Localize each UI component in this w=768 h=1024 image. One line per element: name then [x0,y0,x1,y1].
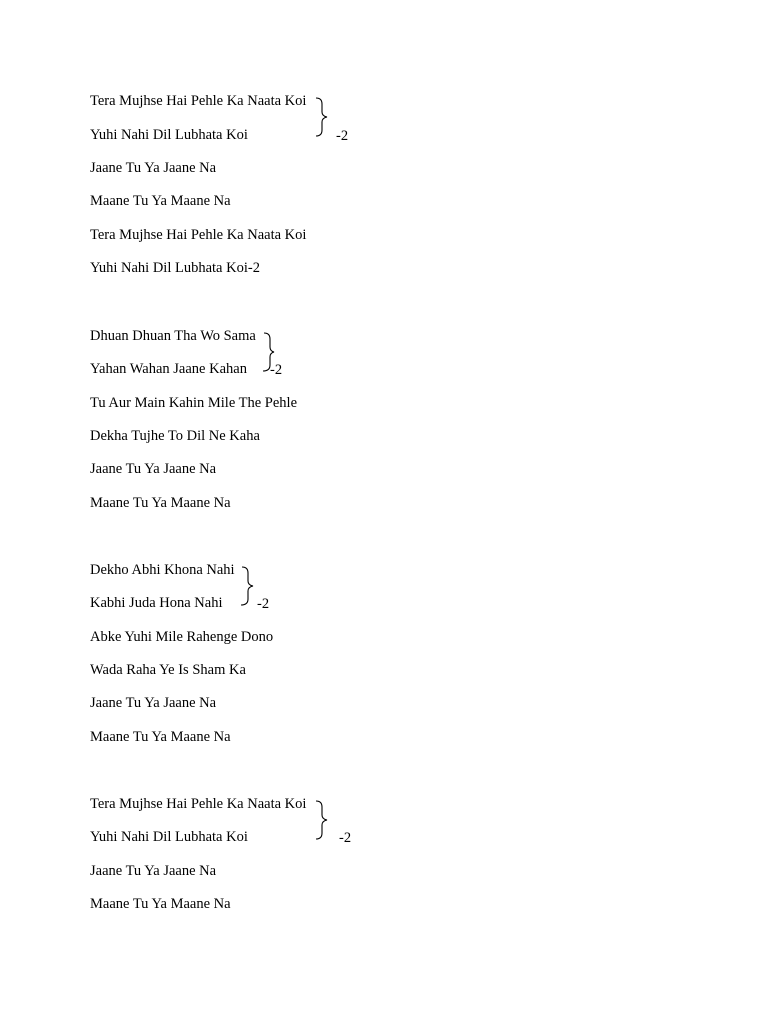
lyric-line: Kabhi Juda Hona Nahi [90,595,223,611]
repeat-brace-icon [312,799,336,841]
lyric-line: Tera Mujhse Hai Pehle Ka Naata Koi [90,227,307,243]
lyric-line: Yuhi Nahi Dil Lubhata Koi [90,127,248,143]
lyric-line: Tera Mujhse Hai Pehle Ka Naata Koi [90,796,307,812]
lyric-line: Dekha Tujhe To Dil Ne Kaha [90,428,260,444]
lyric-line: Maane Tu Ya Maane Na [90,193,231,209]
lyric-line: Abke Yuhi Mile Rahenge Dono [90,629,274,645]
lyric-line: Maane Tu Ya Maane Na [90,896,231,912]
lyric-line: Jaane Tu Ya Jaane Na [90,863,217,879]
lyric-line: Yahan Wahan Jaane Kahan [90,361,247,377]
lyric-line: Maane Tu Ya Maane Na [90,729,231,745]
lyric-line: Jaane Tu Ya Jaane Na [90,695,217,711]
lyric-line: Yuhi Nahi Dil Lubhata Koi-2 [90,260,260,276]
lyric-line: Tu Aur Main Kahin Mile The Pehle [90,395,298,411]
lyric-line: Tera Mujhse Hai Pehle Ka Naata Koi [90,93,307,109]
repeat-marker: -2 [270,362,283,378]
repeat-brace-icon [312,96,336,138]
lyric-line: Jaane Tu Ya Jaane Na [90,461,217,477]
lyric-line: Maane Tu Ya Maane Na [90,495,231,511]
lyric-line: Jaane Tu Ya Jaane Na [90,160,217,176]
repeat-marker: -2 [257,596,270,612]
repeat-marker: -2 [339,830,352,846]
lyric-line: Dhuan Dhuan Tha Wo Sama [90,328,256,344]
lyric-line: Dekho Abhi Khona Nahi [90,562,235,578]
repeat-marker: -2 [336,128,349,144]
lyric-line: Wada Raha Ye Is Sham Ka [90,662,246,678]
lyric-line: Yuhi Nahi Dil Lubhata Koi [90,829,248,845]
